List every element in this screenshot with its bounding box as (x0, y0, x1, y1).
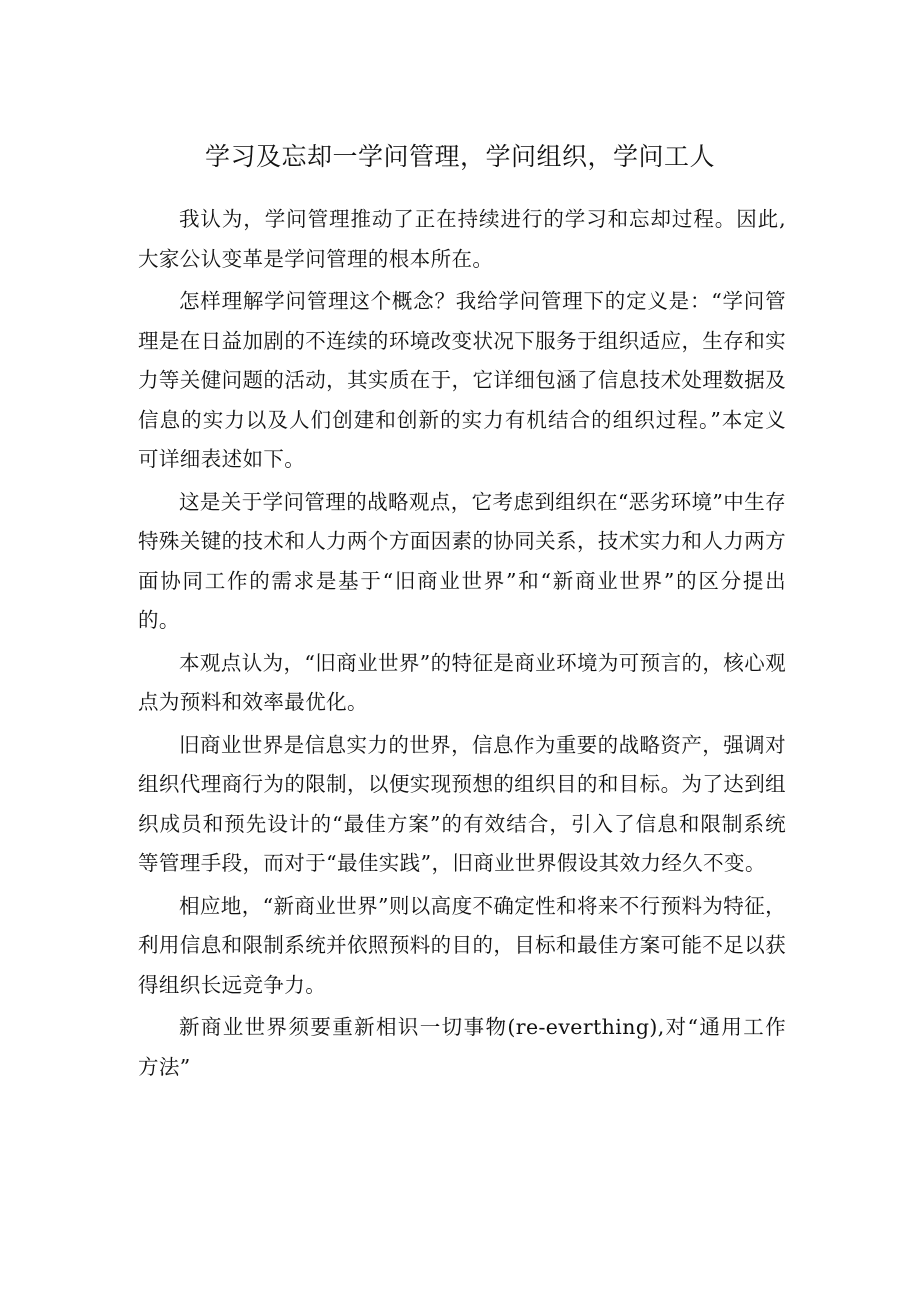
paragraph-2: 怎样理解学问管理这个概念？我给学问管理下的定义是：“学问管理是在日益加剧的不连续的环境改变状况下服务于组织适应，生存和实力等关健问题的活动，其实质在于，它详细包涵了信息技术处理数据及信息的实力以及人们创建和创新的实力有机结合的组织过程。”本定义可详细表述如下。 (138, 289, 786, 471)
paragraph-6: 相应地，“新商业世界”则以高度不确定性和将来不行预料为特征，利用信息和限制系统并依照预料的目的，目标和最佳方案可能不足以获得组织长远竞争力。 (138, 893, 786, 997)
paragraph-1: 我认为，学问管理推动了正在持续进行的学习和忘却过程。因此,大家公认变革是学问管理的根本所在。 (138, 207, 786, 271)
document-body (138, 200, 786, 1090)
paragraph-7: 新商业世界须要重新相识一切事物(re-everthing),对“通用工作方法” (138, 1015, 786, 1079)
paragraph-3: 这是关于学问管理的战略观点，它考虑到组织在“恶劣环境”中生存特殊关键的技术和人力两个方面因素的协同关系，技术实力和人力两方面协同工作的需求是基于“旧商业世界”和“新商业世界”的区分提出的。 (138, 489, 786, 632)
paragraph-5: 旧商业世界是信息实力的世界，信息作为重要的战略资产，强调对组织代理商行为的限制，以便实现预想的组织目的和目标。为了达到组织成员和预先设计的“最佳方案”的有效结合，引入了信息和限制系统等管理手段，而对于“最佳实践”，旧商业世界假设其效力经久不变。 (138, 732, 786, 875)
paragraph-4: 本观点认为，“旧商业世界”的特征是商业环境为可预言的，核心观点为预料和效率最优化。 (138, 650, 786, 714)
document-title: 学习及忘却一学问管理，学问组织，学问工人 (204, 142, 715, 171)
